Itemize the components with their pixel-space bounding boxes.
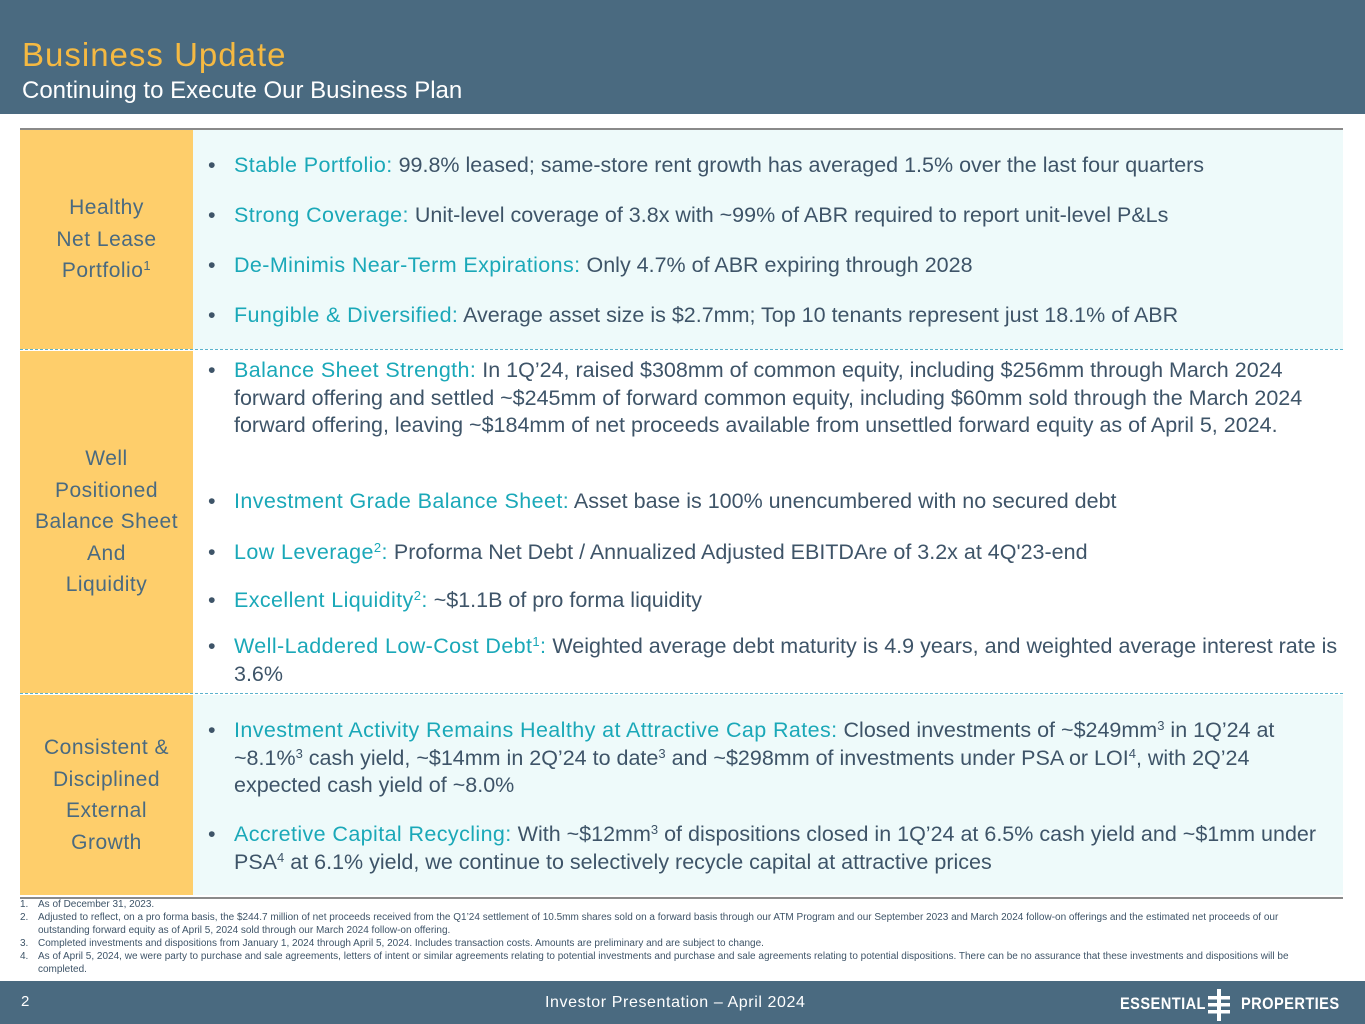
footnote-ref: 1	[143, 258, 152, 274]
section-label-line: Portfolio$^1$	[61, 258, 152, 283]
presentation-title: Investor Presentation – April 2024	[545, 994, 806, 1011]
bullet-lead: Balance Sheet Strength:	[234, 358, 477, 382]
bullet-text: of dispositions closed in 1Q’24 at 6.5% cash yield and ~$1mm under PSA	[234, 822, 1317, 874]
bullet-text: Unit-level coverage of 3.8x with ~99% of ABR required to report unit-level P&Ls	[408, 203, 1169, 227]
section-label-line: Healthy	[69, 196, 144, 220]
bullet-lead: Excellent Liquidity$^2$:	[234, 588, 428, 612]
page-title: Business Update	[22, 36, 287, 73]
footnotes	[20, 898, 1320, 976]
page-subtitle: Continuing to Execute Our Business Plan	[22, 77, 463, 104]
bullet-text: With ~$12mm	[511, 822, 651, 846]
bullet-text: In 1Q’24, raised $308mm of common equity, including $256mm through March 2024 forward offering and settled ~$245mm of forward common equity, including $60mm sold through the March 2024 forward offering, leaving ~$184mm of net proceeds available from unsettled forward equity as of April 5, 2024.	[234, 358, 1303, 437]
footnote-ref: 2	[413, 588, 422, 603]
header-bar	[0, 0, 1365, 114]
row-divider	[20, 693, 1343, 694]
bullet-lead: Investment Activity Remains Healthy at Attractive Cap Rates:	[234, 718, 838, 742]
page-number: 2	[21, 993, 30, 1010]
section-content	[193, 351, 1343, 693]
footnote: 3. Completed investments and dispositions from January 1, 2024 through April 5, 2024. Includes transaction costs. Amounts are preliminary and are subject to change.	[20, 938, 764, 949]
section-label-line: Balance Sheet	[34, 510, 179, 534]
footnote: 4. As of April 5, 2024, we were party to purchase and sale agreements, letters of intent or similar agreements relating to potential investments and purchase and sale agreements relating to potential dispositions. There can be no assurance that these investments and dispositions will be completed.	[20, 951, 1289, 975]
bullet-item	[234, 587, 1339, 615]
bullet-text: Proforma Net Debt / Annualized Adjusted EBITDAre of 3.2x at 4Q'23-end	[387, 540, 1088, 564]
footnote: 2. Adjusted to reflect, on a pro forma basis, the $244.7 million of net proceeds received from the Q1’24 settlement of 10.5mm shares sold on a forward basis through our ATM Program and our September 2023 and March 2024 follow-on offerings and the estimated net proceeds of our outstanding forward equity as of April 5, 2024 sold through our March 2024 follow-on offering.	[20, 912, 1279, 936]
bullet-lead: Low Leverage$^2$:	[234, 540, 388, 564]
bullet-item	[234, 357, 1339, 440]
bullet-text: Only 4.7% of ABR expiring through 2028	[580, 253, 973, 277]
bullet-text: Weighted average debt maturity is 4.9 years, and weighted average interest rate is 3.6%	[234, 634, 1338, 686]
bullet-item	[234, 633, 1339, 688]
section-label-line: And	[87, 541, 126, 565]
section-content	[193, 130, 1343, 349]
footnote-ref: 1	[532, 634, 541, 649]
bullet-lead: Strong Coverage:	[234, 203, 409, 227]
bullet-text: Average asset size is $2.7mm; Top 10 tenants represent just 18.1% of ABR	[458, 303, 1179, 327]
footnote-ref: 4	[1128, 745, 1136, 761]
bullet-lead: Investment Grade Balance Sheet:	[234, 489, 570, 513]
bullet-text: ~$1.1B of pro forma liquidity	[427, 588, 702, 612]
bullet-item	[234, 821, 1339, 876]
section-label-line: Disciplined	[52, 767, 161, 791]
bullet-lead: Well-Laddered Low-Cost Debt$^1$:	[234, 634, 547, 658]
bullet-text: Closed investments of ~$249mm	[837, 718, 1158, 742]
footer-bar	[0, 981, 1365, 1024]
section-label	[20, 695, 193, 895]
logo-text-right: PROPERTIES	[1241, 994, 1340, 1013]
bullet-item	[234, 539, 1339, 567]
footnote-ref: 4	[277, 849, 285, 865]
bullet-text: , with 2Q’24 expected cash yield of ~8.0%	[234, 745, 1250, 797]
bullet-lead: Stable Portfolio:	[234, 153, 393, 177]
bullet-lead: Fungible & Diversified:	[234, 303, 459, 327]
bullet-lead: De-Minimis Near-Term Expirations:	[234, 253, 581, 277]
bullet-text: 99.8% leased; same-store rent growth has averaged 1.5% over the last four quarters	[392, 153, 1205, 177]
section-label-line: Well	[85, 447, 128, 471]
section-net-lease-portfolio	[20, 130, 1343, 349]
section-label-line: Consistent &	[43, 736, 170, 759]
bullet-item	[234, 202, 1339, 230]
bullet-item	[234, 152, 1339, 180]
bullet-text: cash yield, ~$14mm in 2Q’24 to date	[302, 745, 659, 770]
bullet-text: at 6.1% yield, we continue to selectively recycle capital at attractive prices	[284, 849, 992, 874]
bullet-item	[234, 302, 1339, 330]
section-label-line: Positioned	[54, 478, 159, 502]
section-label-line: Liquidity	[65, 573, 148, 597]
footnote-ref: 3	[650, 822, 659, 837]
bullet-lead: Accretive Capital Recycling:	[234, 822, 512, 846]
section-label	[20, 130, 193, 349]
footnote-ref: 3	[295, 745, 303, 761]
section-external-growth	[20, 695, 1343, 895]
section-label-line: Growth	[71, 830, 142, 854]
section-label	[20, 351, 193, 693]
bullet-item	[234, 488, 1339, 516]
section-content	[193, 695, 1343, 895]
footnote-ref: 2	[373, 540, 382, 555]
bullet-text: in 1Q’24 at ~8.1%	[234, 718, 1275, 770]
section-label-line: Net Lease	[56, 227, 157, 251]
row-divider	[20, 349, 1343, 350]
bullet-text: and ~$298mm of investments under PSA or LOI	[665, 745, 1129, 770]
company-logo	[1120, 989, 1340, 1019]
section-label-line: External	[65, 799, 148, 822]
business-update-table	[20, 128, 1343, 899]
bullet-item	[234, 717, 1339, 800]
bullet-item	[234, 252, 1339, 280]
footnote: 1. As of December 31, 2023.	[20, 899, 155, 910]
footnote-ref: 3	[658, 745, 666, 761]
bullet-text: Asset base is 100% unencumbered with no secured debt	[569, 489, 1117, 513]
logo-text-left: ESSENTIAL	[1120, 994, 1206, 1013]
logo-mark-icon	[1208, 989, 1230, 1021]
section-balance-sheet	[20, 351, 1343, 693]
footnote-ref: 3	[1157, 718, 1165, 733]
